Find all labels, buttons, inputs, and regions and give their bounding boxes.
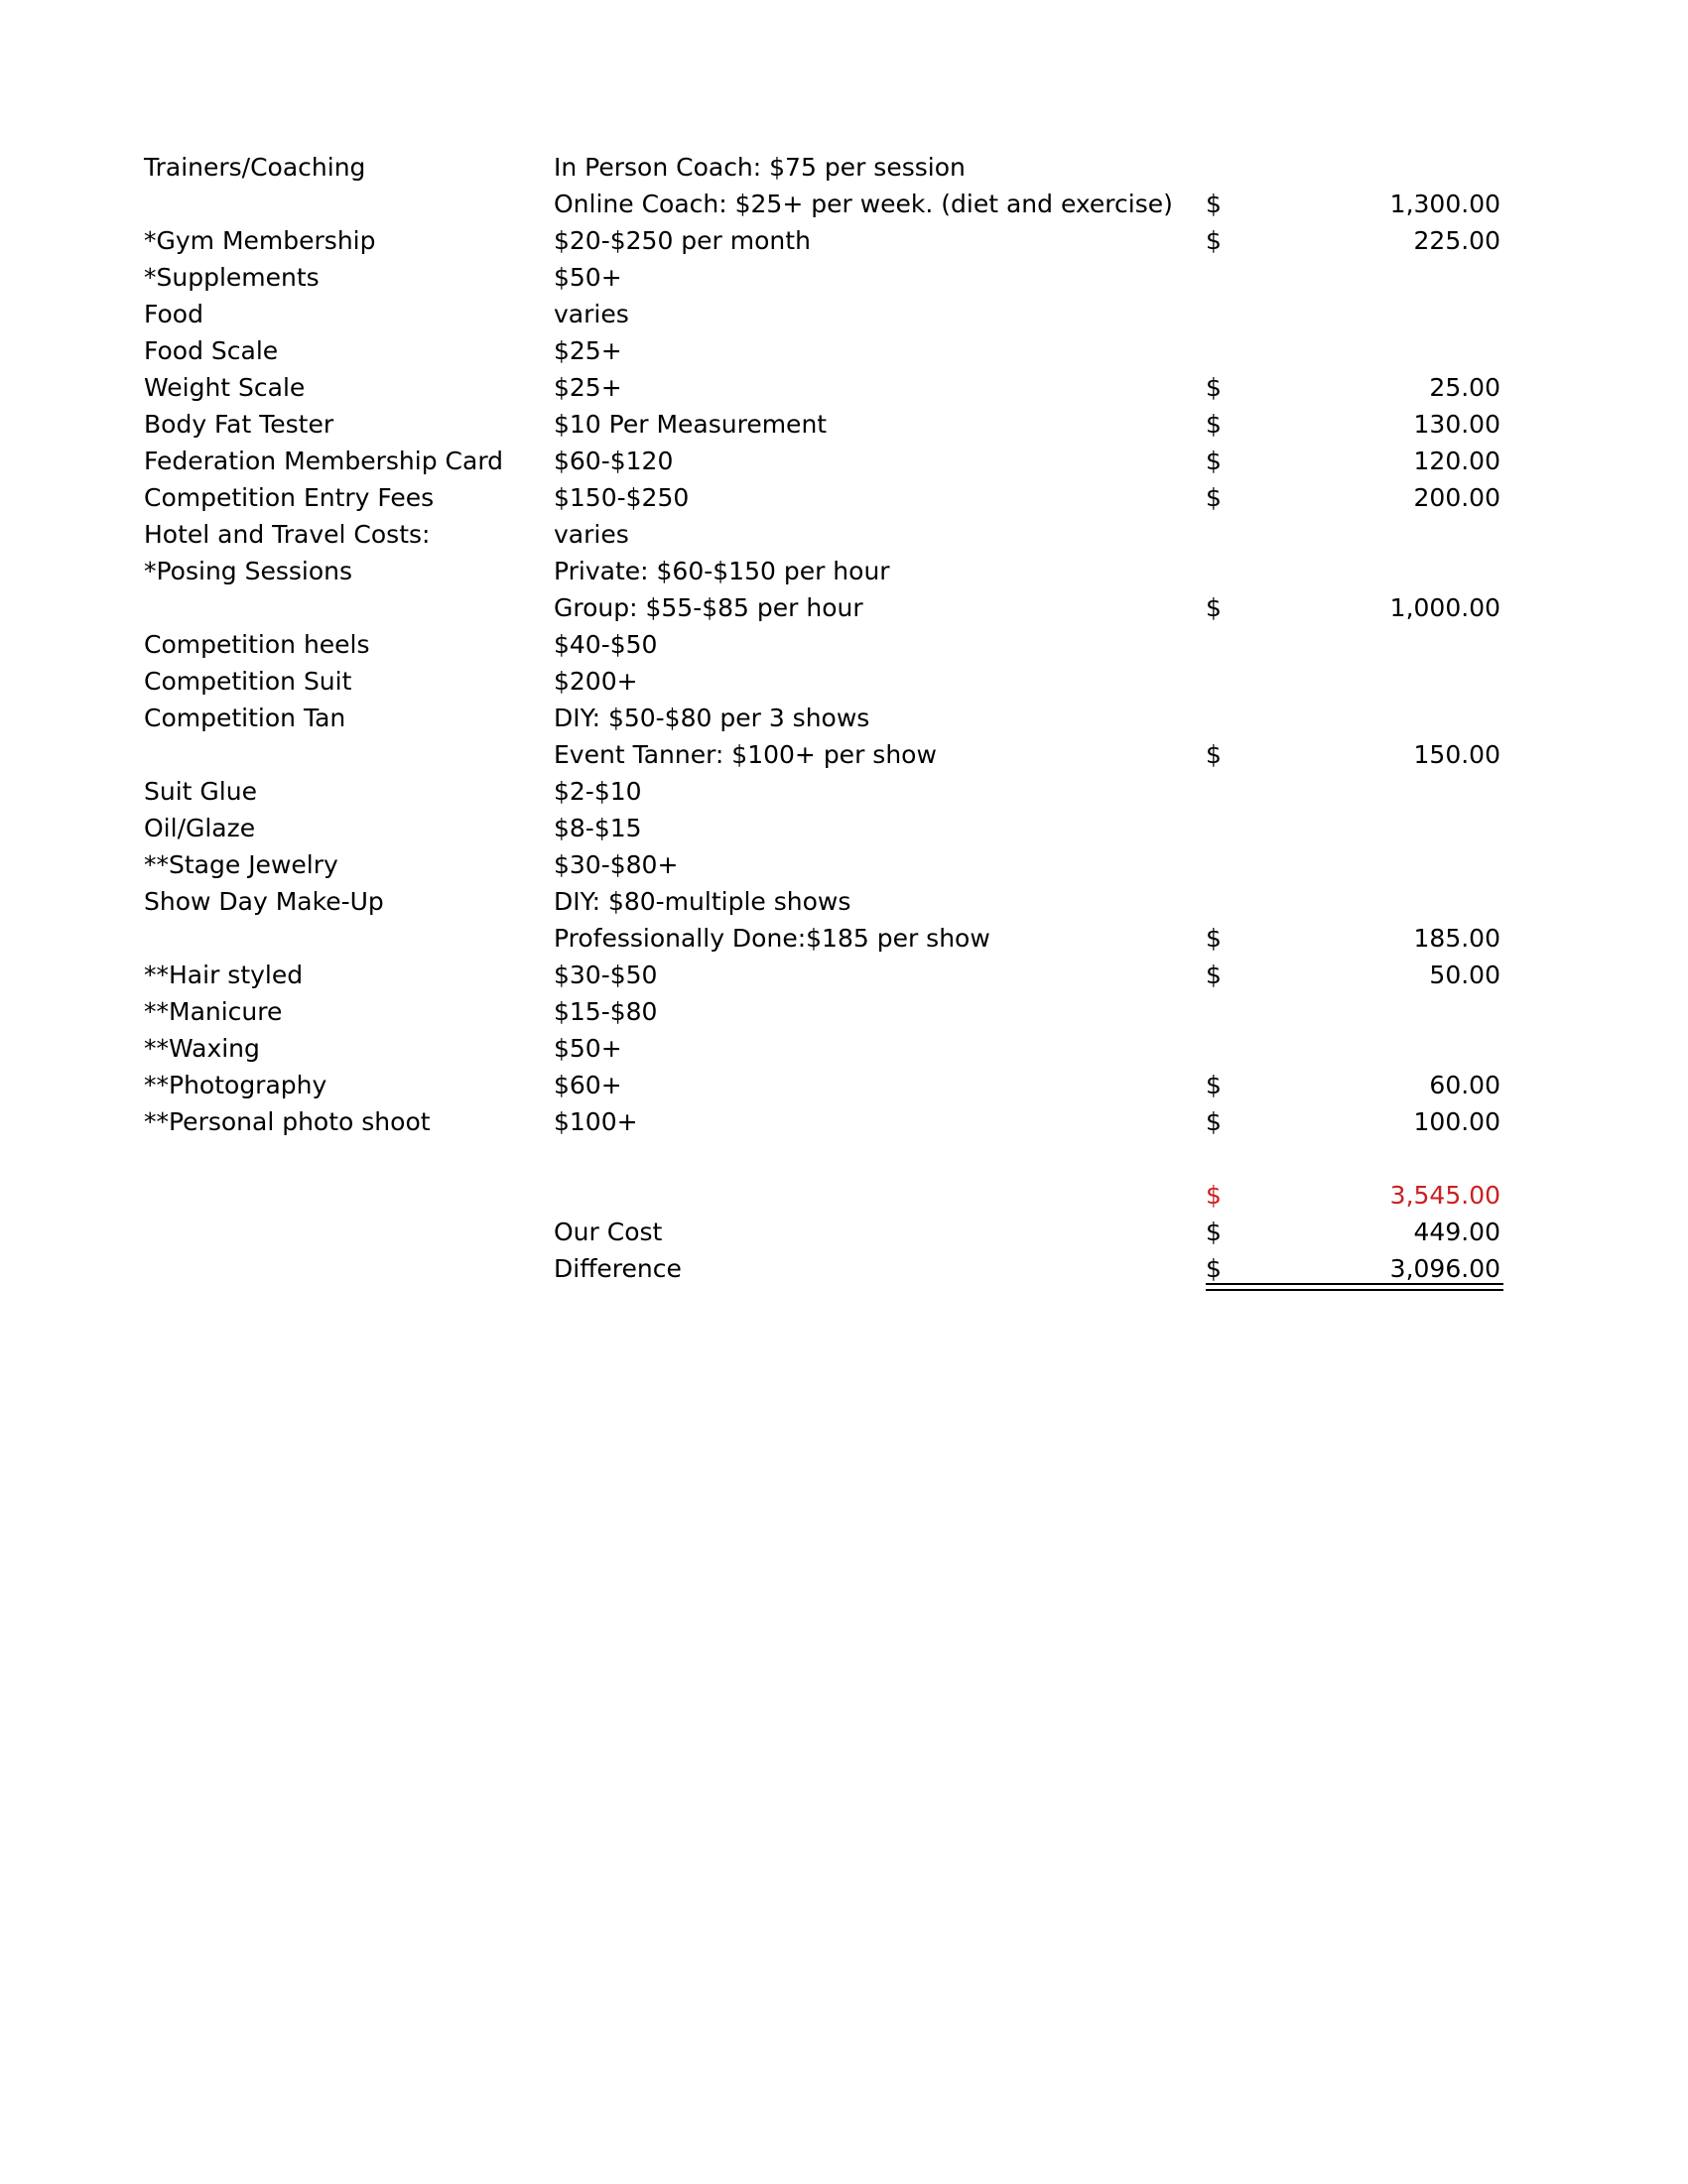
item-name: Trainers/Coaching xyxy=(144,153,366,182)
currency-symbol xyxy=(1206,296,1235,332)
item-amount xyxy=(1245,259,1500,296)
item-amount: 1,000.00 xyxy=(1389,593,1500,622)
item-amount: 185.00 xyxy=(1413,924,1500,953)
item-description: $60-$120 xyxy=(554,447,674,475)
item-amount xyxy=(1245,296,1500,332)
item-description: varies xyxy=(554,520,629,549)
item-amount xyxy=(1245,993,1500,1030)
item-description: $60+ xyxy=(554,1071,622,1099)
difference-currency-symbol: $ xyxy=(1206,1254,1222,1283)
item-description: $30-$80+ xyxy=(554,850,679,879)
currency-symbol: $ xyxy=(1206,447,1222,475)
item-name: Show Day Make-Up xyxy=(144,887,384,916)
currency-symbol xyxy=(1206,993,1235,1030)
currency-symbol: $ xyxy=(1206,740,1222,769)
table-row xyxy=(144,369,1533,406)
item-name: Weight Scale xyxy=(144,373,306,402)
currency-symbol xyxy=(1206,1030,1235,1067)
table-row xyxy=(144,479,1533,516)
item-amount: 225.00 xyxy=(1413,226,1500,255)
item-amount: 120.00 xyxy=(1413,447,1500,475)
item-description: $200+ xyxy=(554,667,638,696)
table-row xyxy=(144,332,1533,369)
our-cost-label: Our Cost xyxy=(554,1218,663,1246)
item-name: Competition Tan xyxy=(144,704,346,732)
item-amount xyxy=(1245,773,1500,810)
our-cost-amount: 449.00 xyxy=(1413,1218,1500,1246)
item-description: Professionally Done:$185 per show xyxy=(554,924,990,953)
item-description: In Person Coach: $75 per session xyxy=(554,153,966,182)
item-amount xyxy=(1245,626,1500,663)
double-underline xyxy=(1206,1283,1503,1291)
table-row xyxy=(144,993,1533,1030)
table-row xyxy=(144,516,1533,553)
currency-symbol: $ xyxy=(1206,1071,1222,1099)
table-row xyxy=(144,663,1533,700)
currency-symbol xyxy=(1206,332,1235,369)
currency-symbol: $ xyxy=(1206,226,1222,255)
table-row xyxy=(144,773,1533,810)
item-name: Oil/Glaze xyxy=(144,814,256,842)
item-description: Group: $55-$85 per hour xyxy=(554,593,863,622)
table-row xyxy=(144,186,1533,222)
item-amount xyxy=(1245,846,1500,883)
item-name: Food xyxy=(144,300,203,328)
item-description: $2-$10 xyxy=(554,777,642,806)
table-row xyxy=(144,810,1533,846)
item-amount: 50.00 xyxy=(1429,961,1500,989)
item-description: $40-$50 xyxy=(554,630,658,659)
currency-symbol xyxy=(1206,626,1235,663)
currency-symbol xyxy=(1206,846,1235,883)
currency-symbol: $ xyxy=(1206,410,1222,439)
item-description: Private: $60-$150 per hour xyxy=(554,557,890,585)
item-name: Suit Glue xyxy=(144,777,257,806)
currency-symbol: $ xyxy=(1206,1107,1222,1136)
table-row xyxy=(144,736,1533,773)
item-amount xyxy=(1245,553,1500,589)
item-amount xyxy=(1245,332,1500,369)
currency-symbol xyxy=(1206,149,1235,186)
item-name: Body Fat Tester xyxy=(144,410,334,439)
item-amount xyxy=(1245,700,1500,736)
currency-symbol: $ xyxy=(1206,961,1222,989)
item-amount xyxy=(1245,663,1500,700)
item-description: $50+ xyxy=(554,1034,622,1063)
item-name: **Manicure xyxy=(144,997,283,1026)
item-amount: 130.00 xyxy=(1413,410,1500,439)
item-name: Federation Membership Card xyxy=(144,447,504,475)
item-description: $30-$50 xyxy=(554,961,658,989)
currency-symbol xyxy=(1206,553,1235,589)
currency-symbol: $ xyxy=(1206,593,1222,622)
total-row xyxy=(144,1177,1533,1214)
currency-symbol xyxy=(1206,773,1235,810)
table-row xyxy=(144,626,1533,663)
item-description: Online Coach: $25+ per week. (diet and exercise) xyxy=(554,190,1173,218)
item-name: **Personal photo shoot xyxy=(144,1107,431,1136)
currency-symbol: $ xyxy=(1206,373,1222,402)
table-row xyxy=(144,846,1533,883)
table-row xyxy=(144,553,1533,589)
table-row xyxy=(144,443,1533,479)
item-name: **Waxing xyxy=(144,1034,260,1063)
table-row xyxy=(144,296,1533,332)
table-row xyxy=(144,1103,1533,1140)
table-row xyxy=(144,149,1533,186)
table-row xyxy=(144,920,1533,957)
item-amount: 60.00 xyxy=(1429,1071,1500,1099)
table-row xyxy=(144,589,1533,626)
item-description: $25+ xyxy=(554,336,622,365)
currency-symbol: $ xyxy=(1206,190,1222,218)
currency-symbol xyxy=(1206,516,1235,553)
table-row xyxy=(144,222,1533,259)
item-name xyxy=(144,186,541,222)
item-description: $150-$250 xyxy=(554,483,690,512)
item-amount: 1,300.00 xyxy=(1389,190,1500,218)
item-description: Event Tanner: $100+ per show xyxy=(554,740,937,769)
item-description: DIY: $80-multiple shows xyxy=(554,887,851,916)
currency-symbol xyxy=(1206,883,1235,920)
item-amount xyxy=(1245,883,1500,920)
table-row xyxy=(144,957,1533,993)
table-row xyxy=(144,1030,1533,1067)
item-amount xyxy=(1245,516,1500,553)
item-name: Competition heels xyxy=(144,630,370,659)
our-cost-row xyxy=(144,1214,1533,1250)
item-name xyxy=(144,589,541,626)
item-description: $8-$15 xyxy=(554,814,642,842)
item-name: *Supplements xyxy=(144,263,320,292)
table-row xyxy=(144,1067,1533,1103)
item-name: Competition Suit xyxy=(144,667,352,696)
table-row xyxy=(144,883,1533,920)
item-amount xyxy=(1245,810,1500,846)
difference-amount: 3,096.00 xyxy=(1389,1254,1500,1283)
item-amount: 100.00 xyxy=(1413,1107,1500,1136)
item-name xyxy=(144,920,541,957)
total-currency-symbol: $ xyxy=(1206,1181,1222,1210)
item-name: **Photography xyxy=(144,1071,327,1099)
currency-symbol xyxy=(1206,663,1235,700)
item-amount: 200.00 xyxy=(1413,483,1500,512)
item-description: $25+ xyxy=(554,373,622,402)
item-name: **Stage Jewelry xyxy=(144,850,338,879)
item-amount: 150.00 xyxy=(1413,740,1500,769)
cost-table xyxy=(144,149,1533,1287)
item-amount xyxy=(1245,1030,1500,1067)
item-description: $15-$80 xyxy=(554,997,658,1026)
item-description: DIY: $50-$80 per 3 shows xyxy=(554,704,870,732)
item-name: Hotel and Travel Costs: xyxy=(144,520,431,549)
table-row xyxy=(144,259,1533,296)
item-name: Food Scale xyxy=(144,336,279,365)
difference-row xyxy=(144,1250,1533,1287)
item-description: $50+ xyxy=(554,263,622,292)
item-description: varies xyxy=(554,300,629,328)
currency-symbol: $ xyxy=(1206,924,1222,953)
item-description: $100+ xyxy=(554,1107,638,1136)
currency-symbol: $ xyxy=(1206,483,1222,512)
item-description: $10 Per Measurement xyxy=(554,410,828,439)
item-amount xyxy=(1245,149,1500,186)
item-name: *Posing Sessions xyxy=(144,557,353,585)
currency-symbol xyxy=(1206,700,1235,736)
item-name: Competition Entry Fees xyxy=(144,483,435,512)
spacer-row xyxy=(144,1140,1533,1177)
table-row xyxy=(144,406,1533,443)
item-description: $20-$250 per month xyxy=(554,226,811,255)
item-amount: 25.00 xyxy=(1429,373,1500,402)
difference-label: Difference xyxy=(554,1254,682,1283)
total-amount: 3,545.00 xyxy=(1389,1181,1500,1210)
table-row xyxy=(144,700,1533,736)
item-name: **Hair styled xyxy=(144,961,304,989)
currency-symbol xyxy=(1206,810,1235,846)
item-name xyxy=(144,736,541,773)
our-cost-currency-symbol: $ xyxy=(1206,1218,1222,1246)
item-name: *Gym Membership xyxy=(144,226,376,255)
currency-symbol xyxy=(1206,259,1235,296)
